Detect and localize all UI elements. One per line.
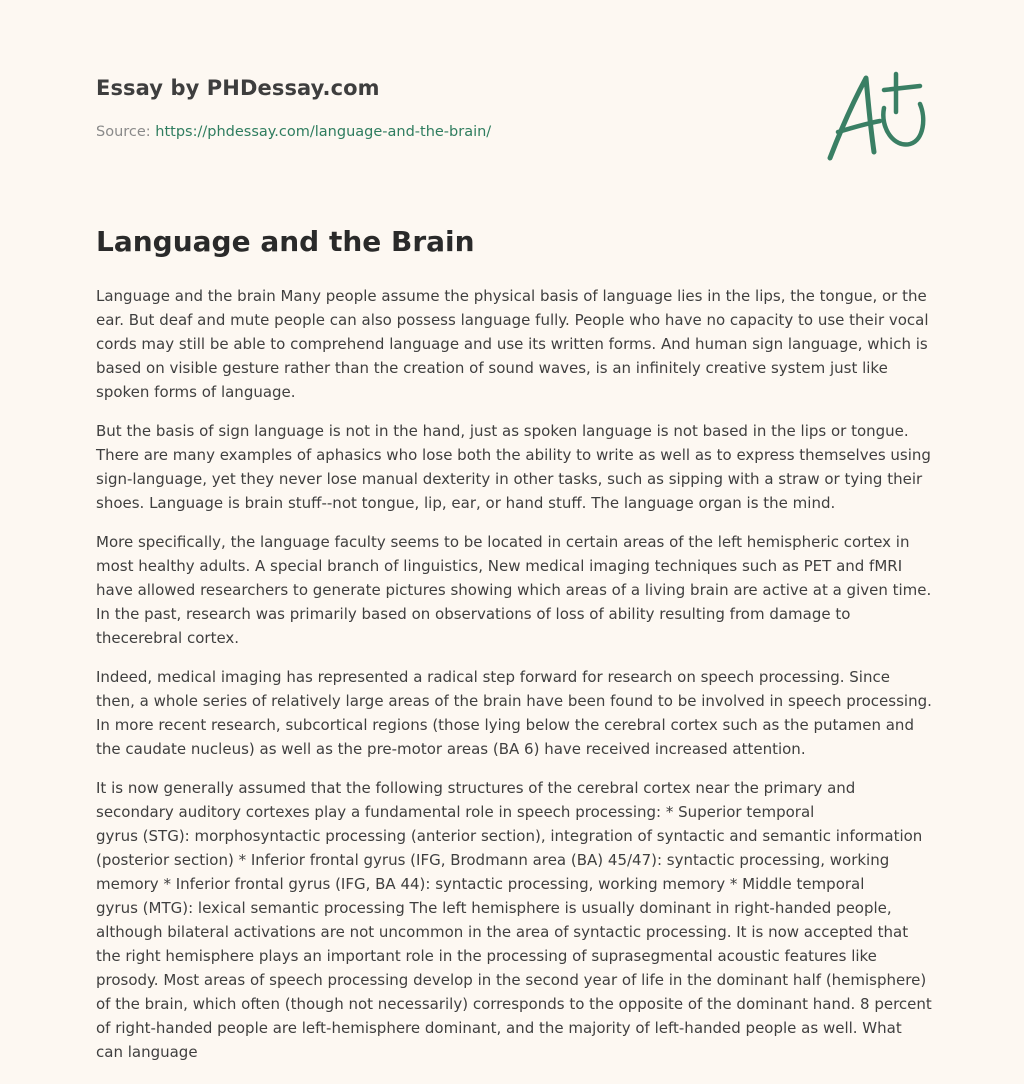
source-link[interactable]: https://phdessay.com/language-and-the-brain/ <box>155 124 492 140</box>
article-paragraph: It is now generally assumed that the following structures of the cerebral cortex near the primary and secondary auditory cortexes play a fundamental role in speech processing: * Superior temporal gyrus (STG): morphosyntactic processing (anterior section), integration of syntactic and semantic information (posterior section) * Inferior frontal gyrus (IFG, Brodmann area (BA) 45/47): syntactic processing, working memory * Inferior frontal gyrus (IFG, BA 44): syntactic processing, working memory * Middle temporal gyrus (MTG): lexical semantic processing The left hemisphere is usually dominant in right-handed people, although bilateral activations are not uncommon in the area of syntactic processing. It is now accepted that the right hemisphere plays an important role in the processing of suprasegmental acoustic features like prosody. Most areas of speech processing develop in the second year of life in the dominant half (hemisphere) of the brain, which often (though not necessarily) corresponds to the opposite of the dominant hand. 8 percent of right-handed people are left-hemisphere dominant, and the majority of left-handed people as well. What can language <box>96 779 932 1061</box>
brand-title: Essay by PHDessay.com <box>96 76 380 100</box>
article-body <box>96 284 932 1079</box>
article-paragraph: But the basis of sign language is not in the hand, just as spoken language is not based in the lips or tongue. There are many examples of aphasics who lose both the ability to write as well as to express themselves using sign-language, yet they never lose manual dexterity in other tasks, such as sipping with a straw or tying their shoes. Language is brain stuff--not tongue, lip, ear, or hand stuff. The language organ is the mind. <box>96 422 931 512</box>
source-label: Source: <box>96 124 151 140</box>
essay-header <box>96 76 736 140</box>
article-paragraph: More specifically, the language faculty seems to be located in certain areas of the left hemispheric cortex in most healthy adults. A special branch of linguistics, New medical imaging techniques such as PET and fMRI have allowed researchers to generate pictures showing which areas of a living brain are active at a given time. In the past, research was primarily based on observations of loss of ability resulting from damage to thecerebral cortex. <box>96 533 932 647</box>
article-title: Language and the Brain <box>96 225 475 258</box>
article-paragraph: Language and the brain Many people assume the physical basis of language lies in the lips, the tongue, or the ear. But deaf and mute people can also possess language fully. People who have no capacity to use their vocal cords may still be able to comprehend language and use its written forms. And human sign language, which is based on visible gesture rather than the creation of sound waves, is an infinitely creative system just like spoken forms of language. <box>96 287 929 401</box>
article-paragraph: Indeed, medical imaging has represented a radical step forward for research on speech processing. Since then, a whole series of relatively large areas of the brain have been found to be involved in speech processing. In more recent research, subcortical regions (those lying below the cerebral cortex such as the putamen and the caudate nucleus) as well as the pre-motor areas (BA 6) have received increased attention. <box>96 668 932 758</box>
source-line <box>96 124 736 140</box>
a-plus-grade-icon <box>820 66 930 166</box>
